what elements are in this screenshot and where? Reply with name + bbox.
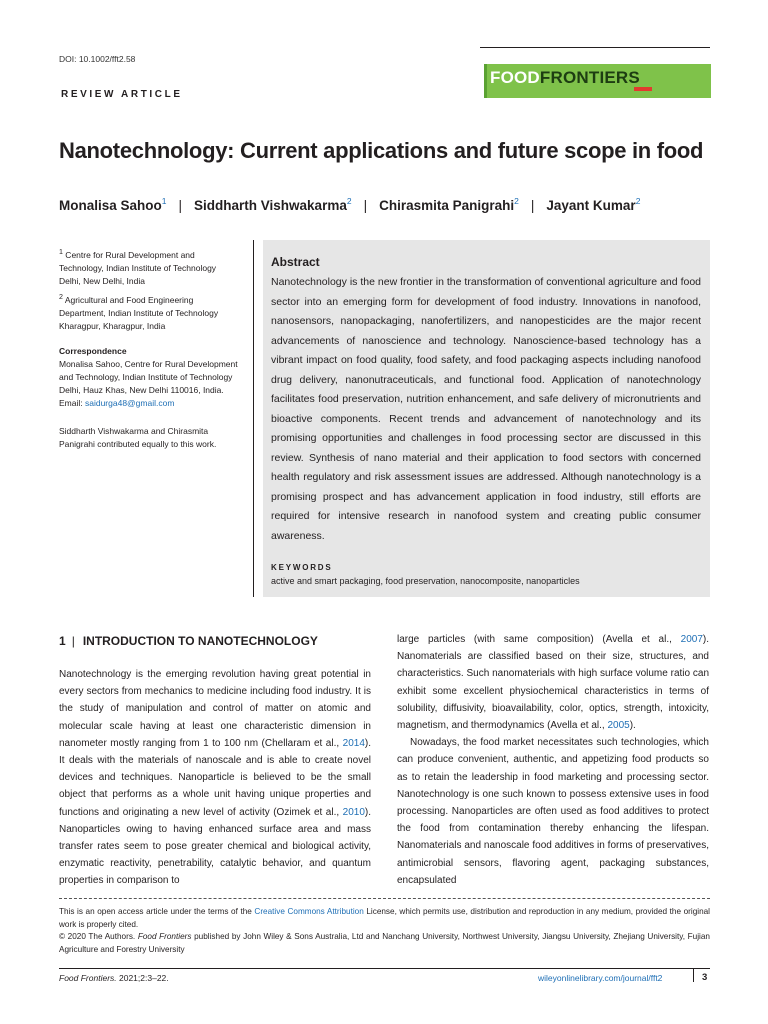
journal-citation <box>59 973 169 983</box>
author-name[interactable]: Chirasmita Panigrahi <box>379 198 515 213</box>
equal-contribution-note: Siddharth Vishwakarma and Chirasmita Panigrahi contributed equally to this work. <box>59 426 217 449</box>
author-separator: | <box>178 198 183 213</box>
author-name[interactable]: Monalisa Sahoo <box>59 198 162 213</box>
body-text: Nanotechnology is the emerging revolution having great potential in every sectors from mechanics to medicine including food industry. It is the study of manipulation and control of matter on atomic and molecular scale having at least one characteristic dimension in nanometer mostly ranging from 1 to 100 nm (Chellaram et al., <box>59 669 371 749</box>
body-text: ). Nanomaterials are classified based on their size, structures, and characteristics. Such nanomaterials with high surface volume ratio can exhibit some excellent physiochemical characteristics in terms of solubility, diffusivity, bioavailability, color, optics, strength, intoxicity, magnetism, and thermodynamics (Avella et al., <box>397 634 709 732</box>
journal-url-link[interactable]: wileyonlinelibrary.com/journal/fft2 <box>538 973 663 983</box>
section-title: INTRODUCTION TO NANOTECHNOLOGY <box>82 634 318 648</box>
body-text: ). Nanoparticles owing to having enhanced surface area and mass transfer rates seem to pose greater chemical and biological activity, enzymatic reactivity, penetrability, catalytic behavior, and quantum properties in comparison to <box>59 806 371 887</box>
abstract-box <box>263 240 710 597</box>
affiliation-number: 1 <box>59 248 63 256</box>
journal-logo <box>484 64 711 98</box>
author-affiliation-marker[interactable]: 2 <box>346 196 352 206</box>
body-text: large particles (with same composition) (Avella et al., <box>397 634 681 645</box>
article-type: REVIEW ARTICLE <box>61 89 183 100</box>
article-title: Nanotechnology: Current applications and future scope in food <box>59 138 704 163</box>
footnote-text: This is an open access article under the terms of the <box>59 907 255 916</box>
citation-link[interactable]: 2010 <box>342 806 365 818</box>
citation-volume: 2021;2:3–22. <box>116 973 169 983</box>
header-rule <box>480 47 710 48</box>
paragraph: Nowadays, the food market necessitates such technologies, which can produce convenient, authentic, and appetizing food products so as to retain the leadership in food marketing and processing sector. Nanotechnology is one such known to possess extensive uses in food processing. Nanoparticles are often used as food additives to protect the food from contamination thereby enhancing the lifespan. Nanomaterials and nanoscale food additives in forms of preservatives, antimicrobial sensors, flavoring agent, packaging substances, encapsulated <box>397 737 709 886</box>
license-link[interactable]: Creative Commons Attribution <box>254 907 364 916</box>
author-affiliation-marker[interactable]: 2 <box>514 196 519 206</box>
footnote-text: published by John Wiley & Sons Australia, Ltd and Nanchang University, Northwest University, Jiangsu University, Zhejiang University, Fujian Agriculture and Forestry University <box>59 932 710 954</box>
footnote-text: © 2020 The Authors. <box>59 932 138 941</box>
author-list <box>59 196 640 213</box>
doi: DOI: 10.1002/fft2.58 <box>59 54 136 64</box>
citation-link[interactable]: 2007 <box>680 634 703 645</box>
author-name[interactable]: Jayant Kumar <box>546 198 636 213</box>
author-affiliation-marker[interactable]: 1 <box>161 196 167 206</box>
body-text: ). It deals with the materials of nanoscale and is able to create novel devices and techniques. Nanoparticle is believed to be the small object that performs as a whole unit having unique properties and functions and originating a new level of activity (Ozimek et al., <box>59 737 371 818</box>
section-separator: | <box>71 634 75 648</box>
affiliation-text: Agricultural and Food Engineering Department, Indian Institute of Technology Kharagpur, Kharagpur, India <box>59 294 219 331</box>
correspondence-heading: Correspondence <box>59 346 127 356</box>
footer-rule <box>59 968 710 969</box>
affiliation-text: Centre for Rural Development and Technology, Indian Institute of Technology Delhi, New Delhi, India <box>59 249 217 286</box>
author-affiliation-marker[interactable]: 2 <box>635 196 641 206</box>
footnote-text: License, which permits use, distribution and reproduction in any medium, provided the original work is properly cited. <box>59 907 710 929</box>
section-heading <box>59 634 318 648</box>
journal-name: Food Frontiers <box>137 932 192 941</box>
keywords-heading: KEYWORDS <box>271 563 333 572</box>
abstract-text: Nanotechnology is the new frontier in the transformation of conventional agriculture and food sector into an emerging form for development of food industry. Innovations in nanofood, nanosensors, nanopackaging, nanofertilizers, and nanopesticides are the major recent advancements of nanoscience and technology. Nanoscience-based technology has a vibrant impact on food quality, food safety, and food packaging aspects including nanofood drug delivery, nanonutraceuticals, and functional food. Application of nanotechnology facilitates food preservation, nutrition enhancement, and safe delivery of micronutrients and bioactive components. Recent trends and advancement of nanotechnology and its promising opportunities and challenges in food processing sector are discussed in this review. Synthesis of nano material and their application to food sectors with concerned health regulatory and risk assessment issues are addressed. Although nanotechnology is a promising prospect and has advancement application in food industry, still efforts are required for intensive research in nanofood system and creating public consumer awareness. <box>271 276 701 542</box>
citation-link[interactable]: 2005 <box>607 720 630 732</box>
citation-link[interactable]: 2014 <box>342 737 365 749</box>
abstract-heading: Abstract <box>271 255 320 269</box>
keywords: active and smart packaging, food preservation, nanocomposite, nanoparticles <box>271 576 580 586</box>
email-label: Email: <box>59 398 85 408</box>
affiliation-number: 2 <box>59 293 63 301</box>
journal-title: Food Frontiers. <box>59 973 117 983</box>
affiliation-1 <box>59 246 239 288</box>
footnote-divider <box>59 898 710 899</box>
paragraph <box>397 631 709 734</box>
logo-word-food: FOOD <box>490 68 540 87</box>
page-number: 3 <box>702 972 708 983</box>
author-separator: | <box>530 198 535 213</box>
logo-publisher-tag <box>634 87 652 91</box>
page-number-divider <box>693 968 694 982</box>
author-separator: | <box>363 198 368 213</box>
section-number: 1 <box>59 634 66 648</box>
email-link[interactable]: saidurga48@gmail.com <box>84 398 175 408</box>
license-footnote <box>59 906 710 956</box>
body-column-left <box>59 666 371 890</box>
correspondence-address: Monalisa Sahoo, Centre for Rural Development and Technology, Indian Institute of Technology Delhi, Hauz Khas, New Delhi 110016, India. <box>59 359 238 395</box>
paragraph <box>59 666 371 890</box>
body-text: ). <box>629 720 636 732</box>
correspondence <box>59 345 239 410</box>
affiliation-2 <box>59 291 239 333</box>
body-column-right <box>397 631 709 889</box>
author-name[interactable]: Siddharth Vishwakarma <box>194 198 347 213</box>
abstract-divider <box>253 240 254 597</box>
logo-word-frontiers: FRONTIERS <box>539 68 640 87</box>
